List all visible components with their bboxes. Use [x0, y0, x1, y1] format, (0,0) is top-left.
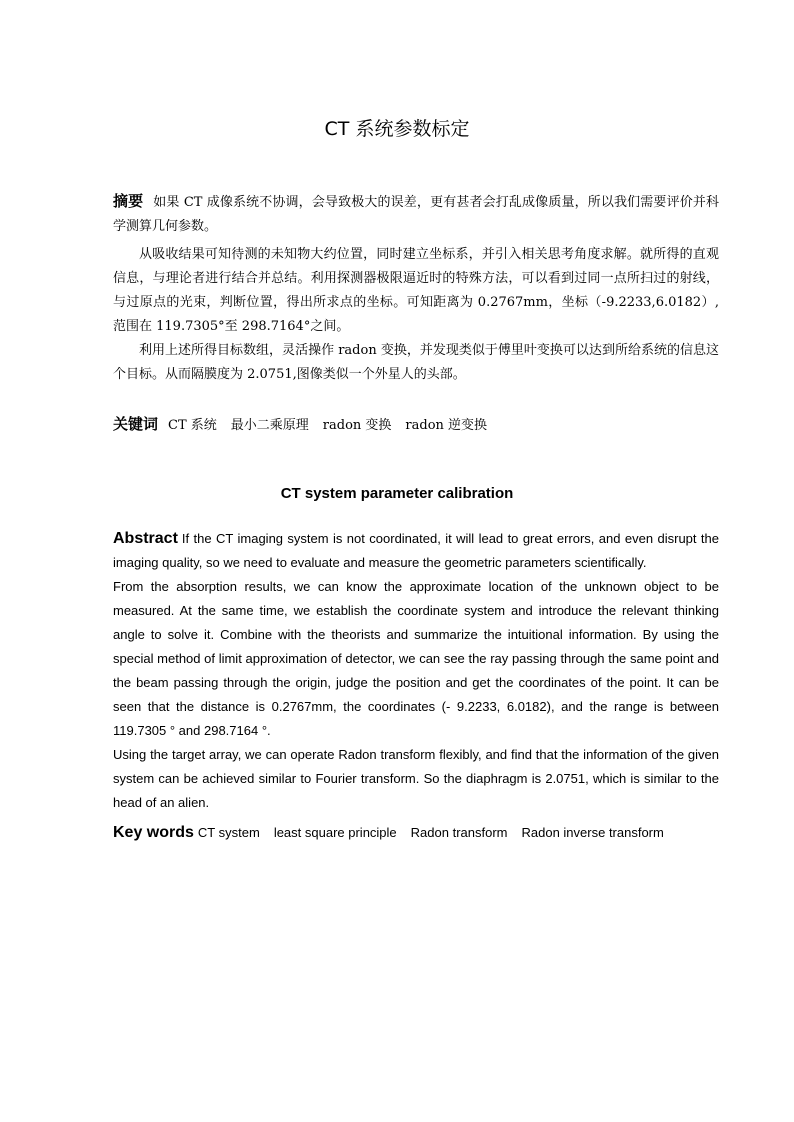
keywords-chinese — [113, 412, 719, 438]
abstract-en-label: Abstract — [113, 530, 178, 547]
keywords-en-label: Key words — [113, 824, 194, 841]
keyword-cn-item: CT 系统 — [168, 418, 217, 433]
keyword-en-item: least square principle — [273, 825, 397, 840]
keyword-cn-item: radon 变换 — [322, 418, 392, 433]
abstract-cn-paragraph-1 — [113, 189, 719, 239]
abstract-cn-label: 摘要 — [113, 192, 144, 210]
abstract-en-paragraph-1 — [113, 527, 719, 575]
keywords-english — [113, 821, 733, 845]
keyword-en-item: Radon inverse transform — [521, 825, 664, 840]
keywords-cn-label: 关键词 — [113, 415, 159, 433]
abstract-cn-p1-text: 如果 CT 成像系统不协调，会导致极大的误差，更有甚者会打乱成像质量，所以我们需要评价并科学测算几何参数。 — [113, 195, 719, 234]
abstract-en-p1-text: If the CT imaging system is not coordinated, it will lead to great errors, and even disrupt the imaging quality, so we need to evaluate and measure the geometric parameters scientifically. — [113, 531, 719, 570]
keyword-en-item: Radon transform — [410, 825, 508, 840]
abstract-en-paragraph-3: Using the target array, we can operate Radon transform flexibly, and find that the information of the given system can be achieved similar to Fourier transform. So the diaphragm is 2.0751, which is similar to the head of an alien. — [113, 747, 719, 810]
abstract-chinese — [113, 189, 719, 387]
keyword-cn-item: 最小二乘原理 — [230, 418, 309, 433]
abstract-en-paragraph-2: From the absorption results, we can know the approximate location of the unknown object to be measured. At the same time, we establish the coordinate system and introduce the relevant thinking angle to solve it. Combine with the theorists and summarize the intuitional information. By using the special method of limit approximation of detector, we can see the ray passing through the same point and the beam passing through the origin, judge the position and get the coordinates of the point. It can be seen that the distance is 0.2767mm, the coordinates (- 9.2233, 6.0182), and the range is between 119.7305 ° and 298.7164 °. — [113, 579, 719, 738]
title-english: CT system parameter calibration — [280, 485, 514, 502]
keyword-cn-item: radon 逆变换 — [405, 418, 488, 433]
abstract-english — [113, 527, 719, 815]
keyword-en-item: CT system — [197, 825, 260, 840]
abstract-cn-paragraph-2: 从吸收结果可知待测的未知物大约位置，同时建立坐标系，并引入相关思考角度求解。就所得的直观信息，与理论者进行结合并总结。利用探测器极限逼近时的特殊方法，可以看到过同一点所扫过的射线，与过原点的光束，判断位置，得出所求点的坐标。可知距离为 0.2767mm，坐标（-9.2233,6.0182）, 范围在 119.7305°至 298.7164°之间。 — [113, 247, 720, 334]
title-chinese: CT 系统参数标定 — [324, 118, 470, 140]
abstract-cn-paragraph-3: 利用上述所得目标数组，灵活操作 radon 变换，并发现类似于傅里叶变换可以达到所给系统的信息这个目标。从而隔膜度为 2.0751,图像类似一个外星人的头部。 — [113, 343, 719, 382]
